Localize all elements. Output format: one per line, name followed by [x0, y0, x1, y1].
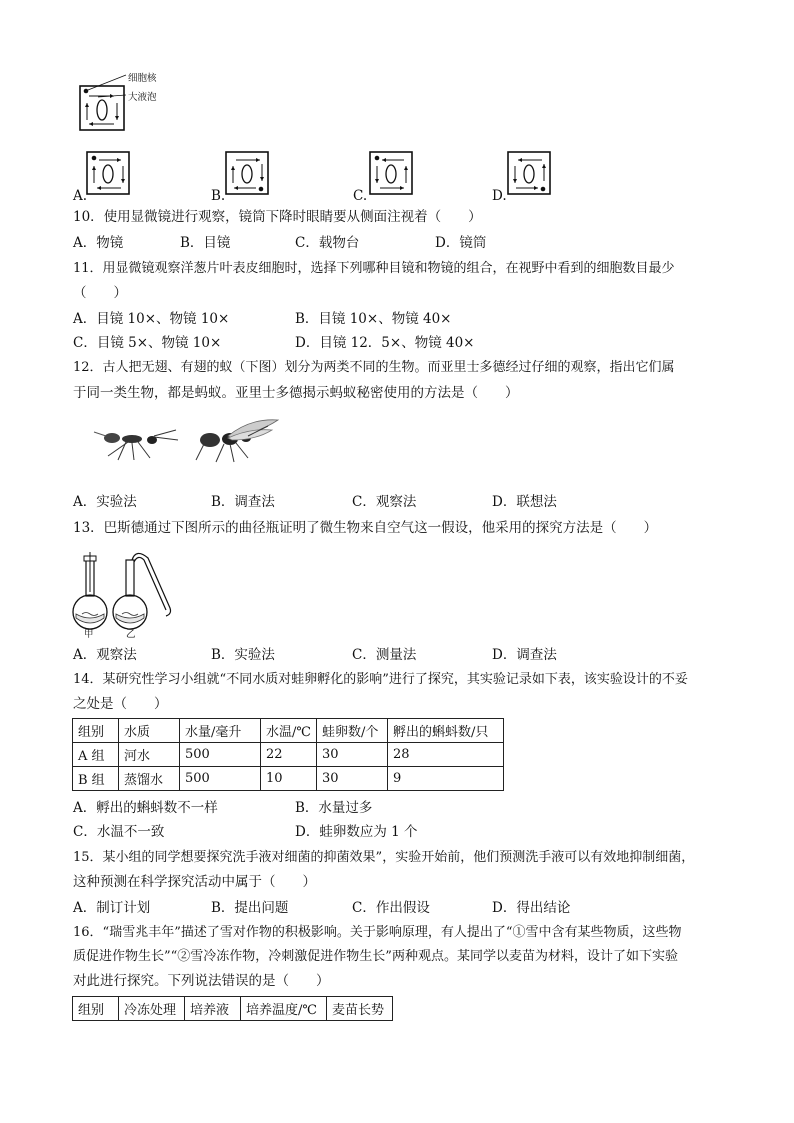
q11-stem-line1: 11．用显微镜观察洋葱片叶表皮细胞时，选择下列哪种目镜和物镜的组合，在视野中看到的细胞数目最少	[73, 261, 675, 276]
q12-option-a[interactable]: A．实验法	[73, 494, 137, 510]
cell-diagram-a	[85, 150, 133, 198]
q12-option-d[interactable]: D．联想法	[492, 494, 557, 510]
q11-option-a[interactable]: A．目镜 10×、物镜 10×	[73, 311, 230, 327]
q15-option-b[interactable]: B．提出问题	[211, 900, 289, 916]
table-header: 水质	[119, 719, 180, 743]
cell-diagram-d	[506, 150, 554, 198]
q13-option-a[interactable]: A．观察法	[73, 647, 137, 663]
q15-stem-line1: 15．某小组的同学想要探究洗手液对细菌的抑菌效果”，实验开始前，他们预测洗手液可以有效地抑制细菌，	[73, 850, 695, 865]
q15-stem-line2: 这种预测在科学探究活动中属于（ ）	[73, 874, 316, 890]
cell-diagram-c	[368, 150, 416, 198]
table-cell: 500	[180, 743, 261, 767]
table-header: 组别	[73, 719, 119, 743]
table-header: 蛙卵数/个	[317, 719, 388, 743]
q13-option-d[interactable]: D．调查法	[492, 647, 557, 663]
cell-diagram-original	[70, 70, 180, 140]
q10-stem: 10．使用显微镜进行观察，镜筒下降时眼睛要从侧面注视着（ ）	[73, 209, 482, 225]
q14-option-b[interactable]: B．水量过多	[295, 800, 373, 816]
table-row	[73, 767, 504, 791]
wingless-ant-image	[88, 418, 184, 464]
q15-option-a[interactable]: A．制订计划	[73, 900, 151, 916]
q12-option-c[interactable]: C．观察法	[352, 494, 417, 510]
table-cell: 蒸馏水	[119, 767, 180, 791]
table-cell: B 组	[73, 767, 119, 791]
label-vacuole: 大液泡	[128, 92, 157, 103]
q15-option-d[interactable]: D．得出结论	[492, 900, 571, 916]
table-cell: 500	[180, 767, 261, 791]
q11-option-b[interactable]: B．目镜 10×、物镜 40×	[295, 311, 452, 327]
flask-label-yi: 乙	[126, 629, 136, 640]
table-row	[73, 743, 504, 767]
q15-option-c[interactable]: C．作出假设	[352, 900, 430, 916]
q11-option-d[interactable]: D．目镜 12．5×、物镜 40×	[295, 335, 475, 351]
q13-option-b[interactable]: B．实验法	[211, 647, 275, 663]
table-header: 组别	[73, 997, 119, 1021]
table-cell: 30	[317, 743, 388, 767]
q11-option-c[interactable]: C．目镜 5×、物镜 10×	[73, 335, 222, 351]
q13-stem: 13．巴斯德通过下图所示的曲径瓶证明了微生物来自空气这一假设，他采用的探究方法是（ ）	[73, 520, 658, 536]
table-cell: 22	[261, 743, 317, 767]
q12-stem-line2: 于同一类生物，都是蚂蚁。亚里士多德揭示蚂蚁秘密使用的方法是（ ）	[73, 385, 519, 401]
table-cell: 10	[261, 767, 317, 791]
q10-option-c[interactable]: C．载物台	[295, 235, 360, 251]
q9-option-c[interactable]: C.	[353, 188, 368, 204]
table-cell: 河水	[119, 743, 180, 767]
q14-data-table	[72, 718, 504, 791]
q10-option-b[interactable]: B．目镜	[180, 235, 231, 251]
table-cell: 28	[388, 743, 504, 767]
q11-stem-line2: （ ）	[73, 285, 127, 301]
table-header: 培养温度/℃	[241, 997, 327, 1021]
table-header: 水温/℃	[261, 719, 317, 743]
q14-option-d[interactable]: D．蛙卵数应为 1 个	[295, 824, 418, 840]
q9-option-d[interactable]: D.	[492, 188, 507, 204]
table-header: 麦苗长势	[327, 997, 393, 1021]
q9-option-a[interactable]: A.	[73, 188, 88, 204]
q16-data-table	[72, 996, 393, 1021]
q14-option-c[interactable]: C．水温不一致	[73, 824, 165, 840]
table-header: 冷冻处理	[119, 997, 185, 1021]
table-header-row	[73, 997, 393, 1021]
q13-option-c[interactable]: C．测量法	[352, 647, 417, 663]
table-cell: 30	[317, 767, 388, 791]
q16-stem-line2: 质促进作物生长”“②雪冷冻作物，冷刺激促进作物生长”两种观点。某同学以麦苗为材料，设计了如下实验	[73, 949, 678, 964]
table-header: 培养液	[185, 997, 241, 1021]
q12-stem-line1: 12．古人把无翅、有翅的蚁（下图）划分为两类不同的生物。而亚里士多德经过仔细的观察，指出它们属	[73, 360, 675, 375]
table-cell: A 组	[73, 743, 119, 767]
table-cell: 9	[388, 767, 504, 791]
q14-stem-line2: 之处是（ ）	[73, 696, 168, 712]
cell-diagram-b	[224, 150, 272, 198]
label-nucleus: 细胞核	[128, 73, 157, 84]
q16-stem-line1: 16．“瑞雪兆丰年”描述了雪对作物的积极影响。关于影响原理，有人提出了“①雪中含有某些物质，这些物	[73, 925, 682, 940]
q14-option-a[interactable]: A．孵出的蝌蚪数不一样	[73, 800, 218, 816]
q9-option-b[interactable]: B.	[211, 188, 226, 204]
q14-stem-line1: 14．某研究性学习小组就“不同水质对蛙卵孵化的影响”进行了探究，其实验记录如下表，该实验设计的不妥	[73, 672, 688, 687]
flask-label-jia: 甲	[84, 629, 94, 640]
table-header: 孵出的蝌蚪数/只	[388, 719, 504, 743]
table-header-row	[73, 719, 504, 743]
q12-option-b[interactable]: B．调查法	[211, 494, 275, 510]
q16-stem-line3: 对此进行探究。下列说法错误的是（ ）	[73, 973, 330, 989]
q10-option-d[interactable]: D．镜筒	[435, 235, 487, 251]
q10-option-a[interactable]: A．物镜	[73, 235, 124, 251]
winged-ant-image	[190, 412, 282, 468]
table-header: 水量/毫升	[180, 719, 261, 743]
